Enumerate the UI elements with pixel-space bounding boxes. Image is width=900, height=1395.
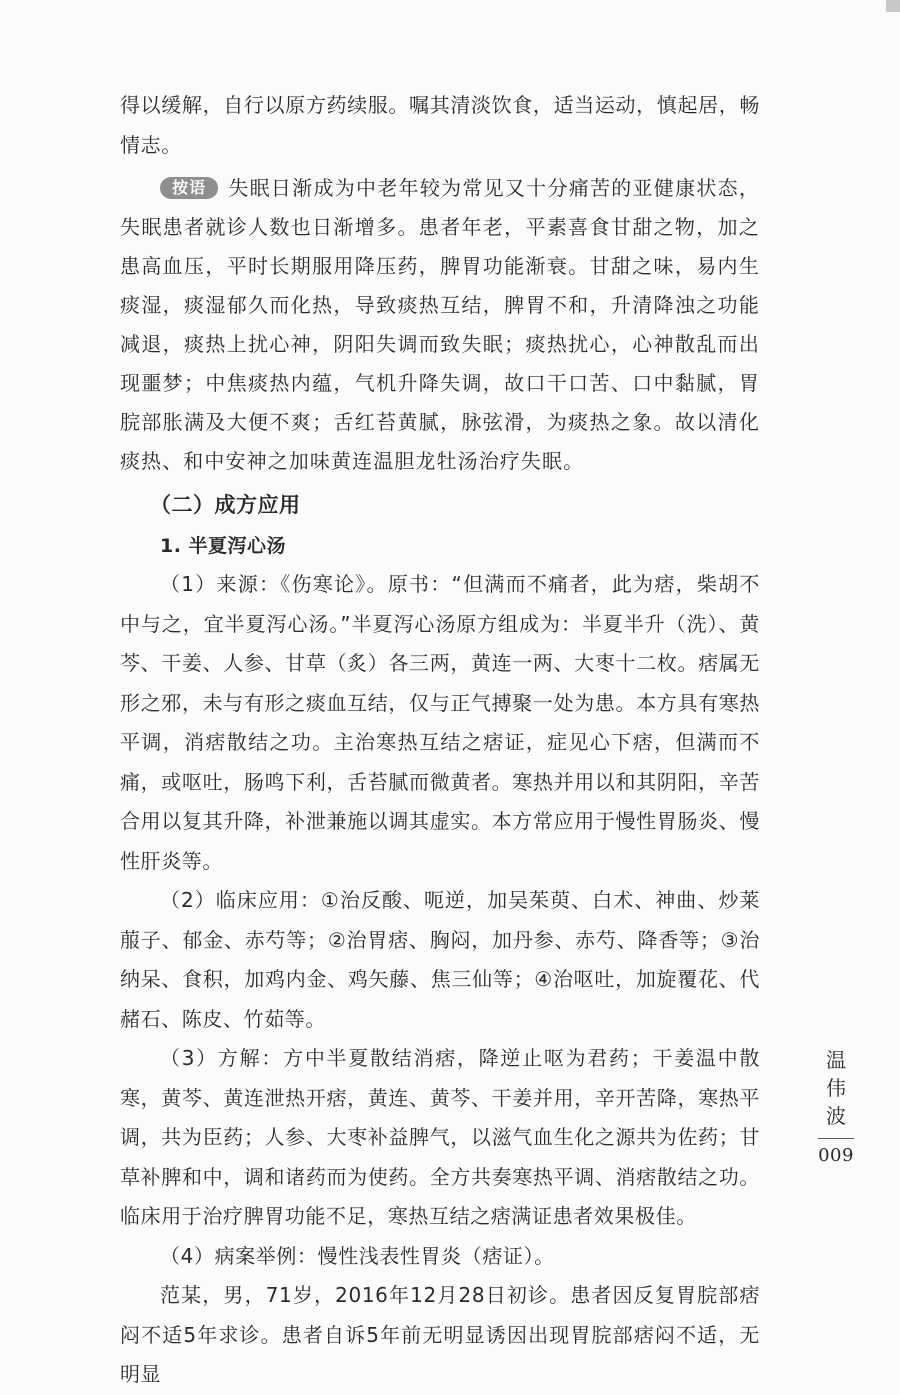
- author-name-char: 温: [826, 1048, 846, 1072]
- commentary-paragraph: [120, 169, 760, 481]
- page-sidebar: [812, 1046, 860, 1166]
- sidebar-rule: [818, 1138, 854, 1139]
- subsection-heading: 1. 半夏泻心汤: [160, 535, 287, 557]
- page-body: [120, 86, 760, 1395]
- section-heading: （二）成方应用: [150, 493, 301, 517]
- paragraph-case-record: 范某，男，71岁，2016年12月28日初诊。患者因反复胃脘部痞闷不适5年求诊。患者自诉5年前无明显诱因出现胃脘部痞闷不适，无明显: [120, 1283, 760, 1386]
- paragraph-formula-analysis: （3）方解：方中半夏散结消痞，降逆止呕为君药；干姜温中散寒，黄芩、黄连泄热开痞，黄连、黄芩、干姜并用，辛开苦降，寒热平调，共为臣药；人参、大枣补益脾气，以滋气血生化之源共为佐药；甘草补脾和中，调和诸药而为使药。全方共奏寒热平调、消痞散结之功。临床用于治疗脾胃功能不足，寒热互结之痞满证患者效果极佳。: [120, 1046, 760, 1228]
- paragraph-continuation: 得以缓解，自行以原方药续服。嘱其清淡饮食，适当运动，慎起居，畅情志。: [120, 93, 760, 157]
- commentary-text: 失眠日渐成为中老年较为常见又十分痛苦的亚健康状态，失眠患者就诊人数也日渐增多。患者年老，平素喜食甘甜之物，加之患高血压，平时长期服用降压药，脾胃功能渐衰。甘甜之味，易内生痰湿，痰湿郁久而化热，导致痰热互结，脾胃不和，升清降浊之功能减退，痰热上扰心神，阴阳失调而致失眠；痰热扰心，心神散乱而出现噩梦；中焦痰热内蕴，气机升降失调，故口干口苦、口中黏腻，胃脘部胀满及大便不爽；舌红苔黄腻，脉弦滑，为痰热之象。故以清化痰热、和中安神之加味黄连温胆龙牡汤治疗失眠。: [120, 176, 760, 473]
- author-name-char: 波: [826, 1104, 846, 1128]
- page-number: 009: [818, 1145, 854, 1166]
- corner-mark: [886, 0, 900, 12]
- commentary-badge: 按语: [160, 177, 218, 199]
- author-name-char: 伟: [826, 1076, 846, 1100]
- paragraph-case-example: （4）病案举例：慢性浅表性胃炎（痞证）。: [160, 1243, 555, 1268]
- paragraph-source: （1）来源：《伤寒论》。原书：“但满而不痛者，此为痞，柴胡不中与之，宜半夏泻心汤。”半夏泻心汤原方组成为：半夏半升（洗）、黄芩、干姜、人参、甘草（炙）各三两，黄连一两、大枣十二枚。痞属无形之邪，未与有形之痰血互结，仅与正气搏聚一处为患。本方具有寒热平调，消痞散结之功。主治寒热互结之痞证，症见心下痞，但满而不痛，或呕吐，肠鸣下利，舌苔腻而微黄者。寒热并用以和其阴阳，辛苦合用以复其升降，补泄兼施以调其虚实。本方常应用于慢性胃肠炎、慢性肝炎等。: [120, 572, 760, 873]
- paragraph-clinical-use: （2）临床应用：①治反酸、呃逆，加吴茱萸、白术、神曲、炒莱菔子、郁金、赤芍等；②治胃痞、胸闷，加丹参、赤芍、降香等；③治纳呆、食积，加鸡内金、鸡矢藤、焦三仙等；④治呕吐，加旋覆花、代赭石、陈皮、竹茹等。: [120, 888, 760, 1031]
